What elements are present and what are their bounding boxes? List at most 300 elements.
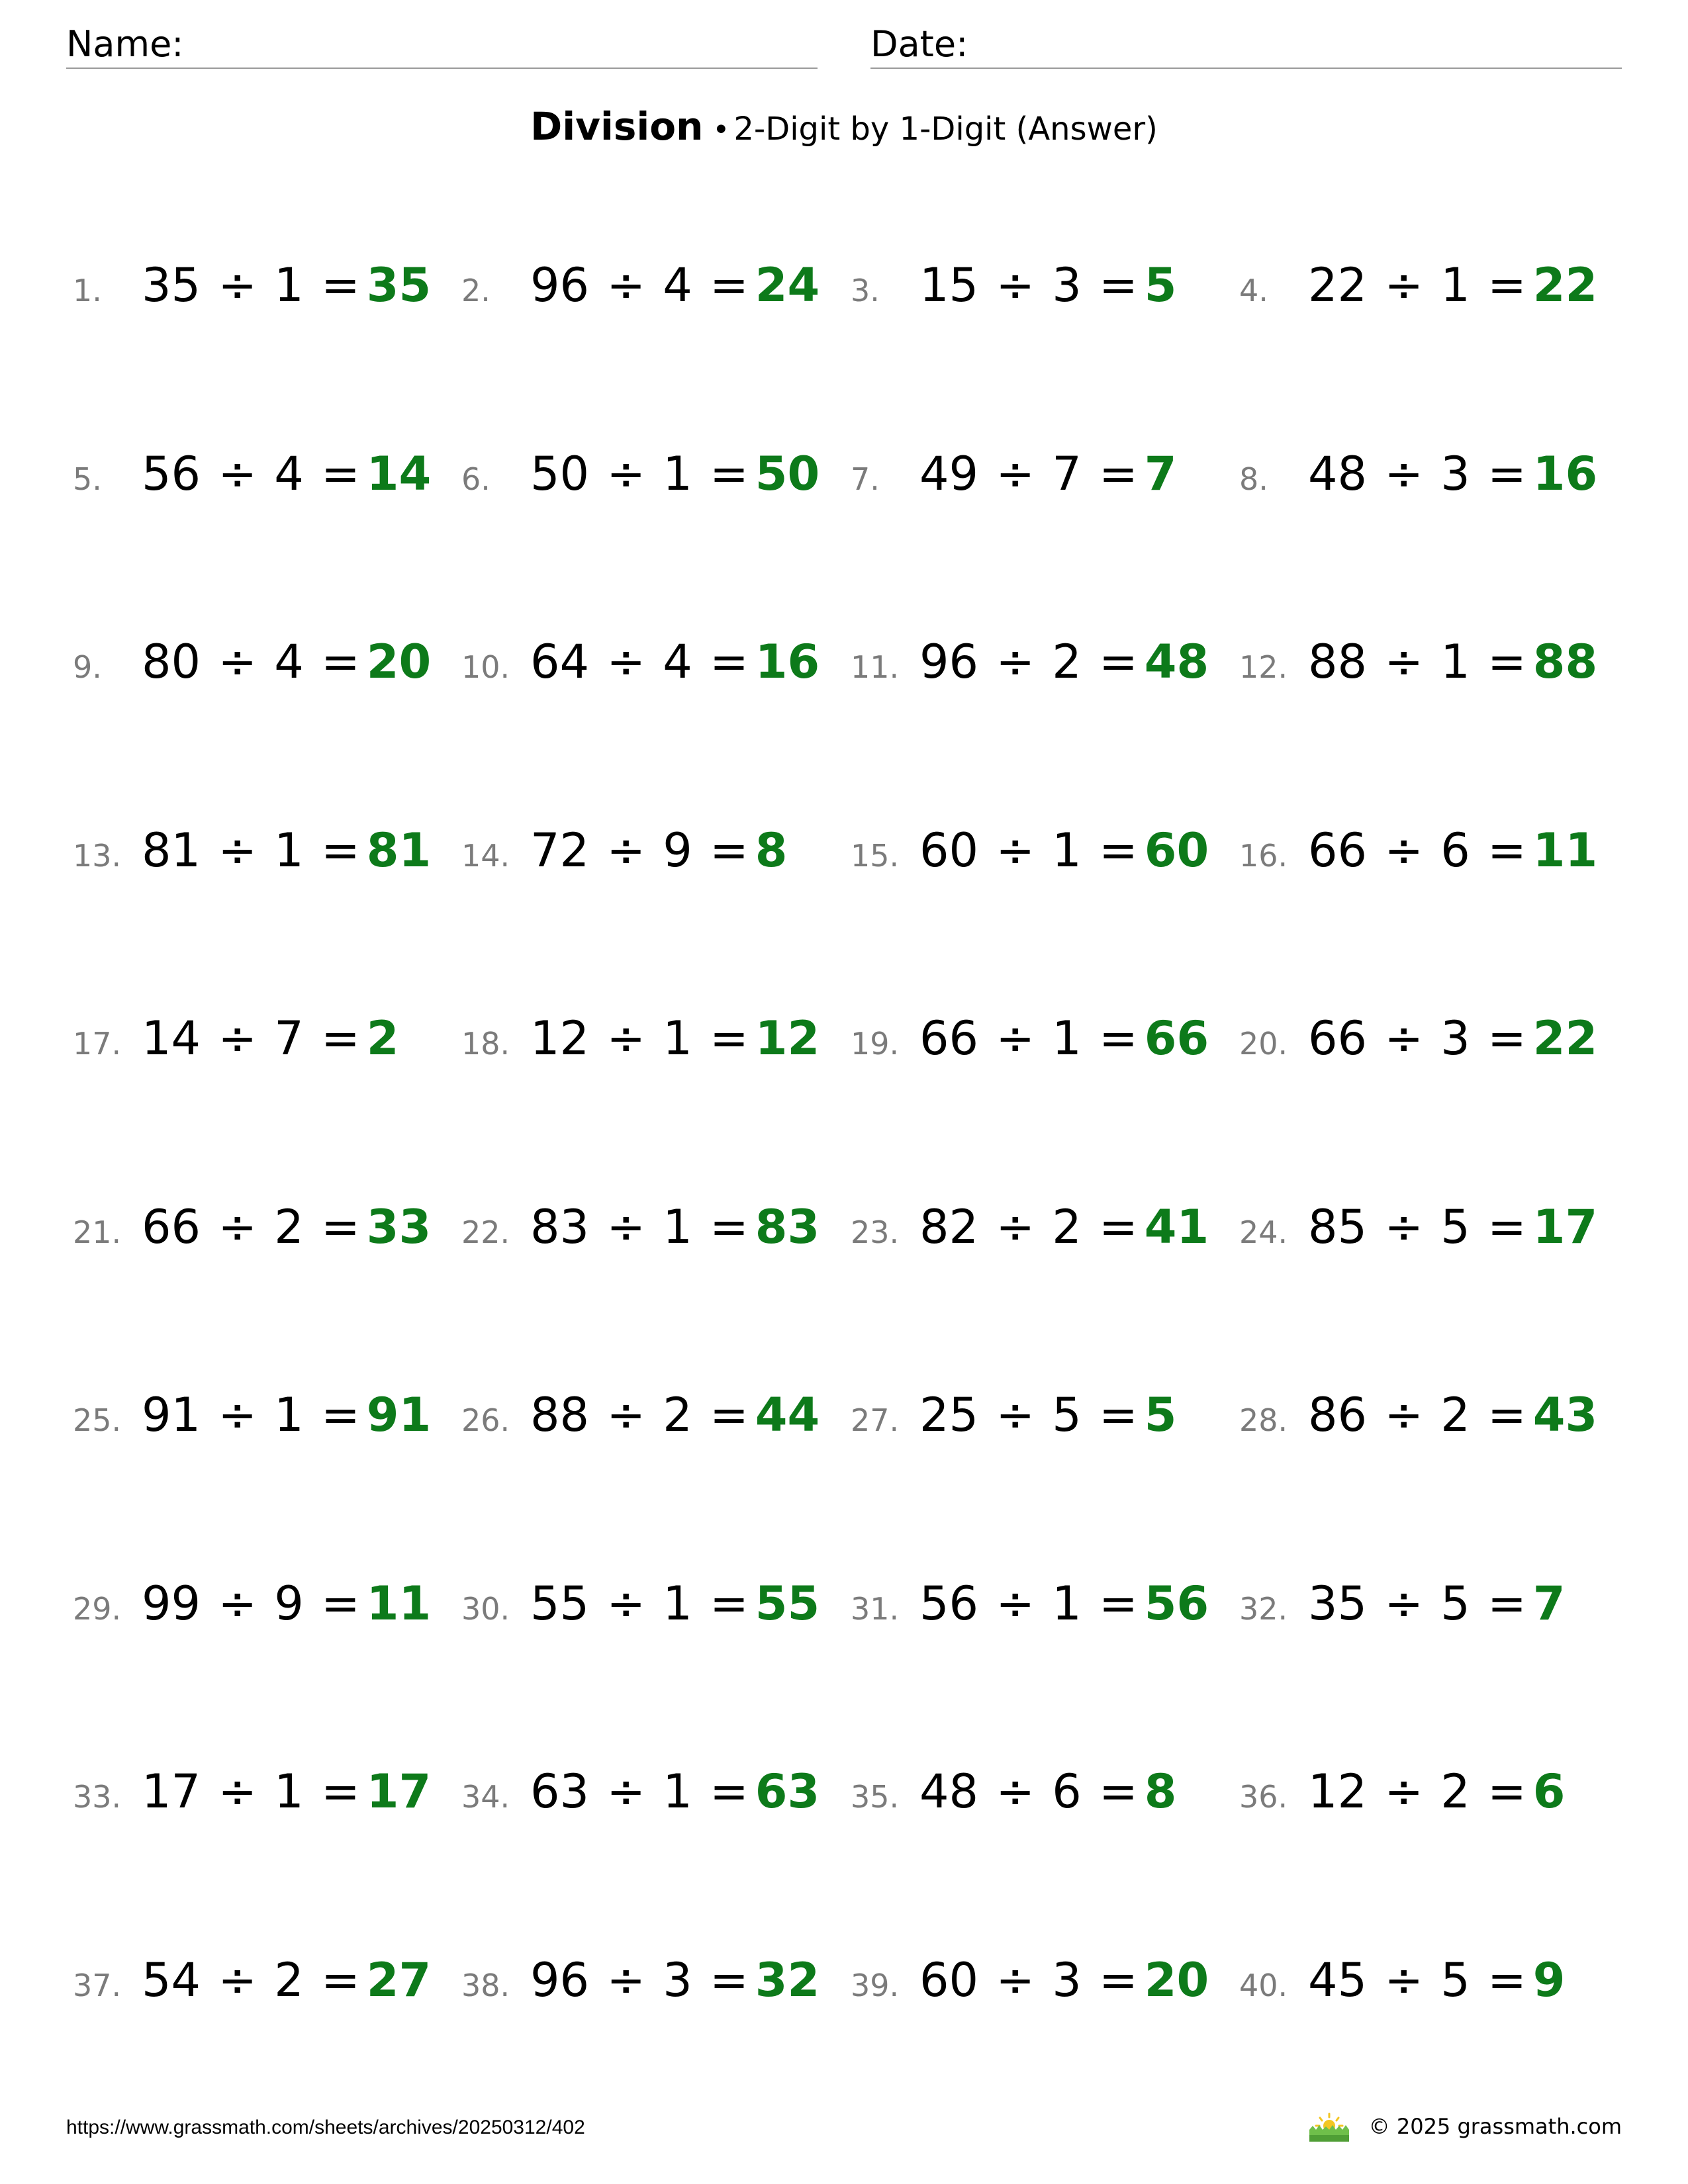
divisor: 4 <box>274 447 304 501</box>
footer-brand <box>1309 2111 1622 2142</box>
answer: 22 <box>1532 1011 1598 1066</box>
problem-expression <box>530 258 749 312</box>
equals-sign: = <box>321 823 360 878</box>
divisor: 1 <box>1440 258 1470 312</box>
equals-sign: = <box>710 1953 749 2007</box>
problem-number: 40. <box>1239 1968 1288 2003</box>
problem-expression <box>530 447 749 501</box>
equals-sign: = <box>321 1200 360 1254</box>
problem-number: 37. <box>73 1968 122 2003</box>
answer: 16 <box>755 635 820 689</box>
answer: 50 <box>755 447 820 501</box>
dividend: 12 <box>530 1011 590 1066</box>
equals-sign: = <box>321 1388 360 1442</box>
answer: 43 <box>1532 1388 1598 1442</box>
answer: 9 <box>1532 1953 1566 2007</box>
dividend: 66 <box>1308 823 1368 878</box>
problem-item <box>1239 447 1597 513</box>
answer: 14 <box>366 447 432 501</box>
problem-number: 15. <box>851 838 900 874</box>
problem-item <box>1239 258 1597 324</box>
divide-sign: ÷ <box>1384 1576 1423 1631</box>
problem-item <box>73 1953 431 2019</box>
dividend: 35 <box>1308 1576 1368 1631</box>
problem-expression <box>919 1764 1138 1819</box>
divide-sign: ÷ <box>1384 1011 1423 1066</box>
equals-sign: = <box>1487 1764 1526 1819</box>
divide-sign: ÷ <box>1384 1388 1423 1442</box>
answer: 56 <box>1144 1576 1209 1631</box>
answer: 48 <box>1144 635 1209 689</box>
divide-sign: ÷ <box>1384 258 1423 312</box>
answer: 22 <box>1532 258 1598 312</box>
dividend: 88 <box>1308 635 1368 689</box>
equals-sign: = <box>1099 1953 1138 2007</box>
sun-over-grass-icon <box>1309 2111 1349 2142</box>
divisor: 4 <box>274 635 304 689</box>
problem-expression <box>919 1388 1138 1442</box>
answer: 2 <box>366 1011 399 1066</box>
problem-item <box>73 1011 399 1077</box>
dividend: 80 <box>142 635 201 689</box>
answer: 81 <box>366 823 432 878</box>
answer: 88 <box>1532 635 1598 689</box>
problem-expression <box>1308 635 1526 689</box>
equals-sign: = <box>710 823 749 878</box>
problem-item <box>461 823 787 889</box>
problem-item <box>1239 1011 1597 1077</box>
dividend: 64 <box>530 635 590 689</box>
equals-sign: = <box>321 1011 360 1066</box>
problem-number: 2. <box>461 273 491 308</box>
problem-number: 11. <box>851 649 900 685</box>
dividend: 85 <box>1308 1200 1368 1254</box>
divisor: 3 <box>1440 447 1470 501</box>
problem-number: 31. <box>851 1591 900 1627</box>
divisor: 1 <box>663 1011 692 1066</box>
divide-sign: ÷ <box>1384 1953 1423 2007</box>
problem-expression <box>919 258 1138 312</box>
problem-number: 21. <box>73 1214 122 1250</box>
answer: 8 <box>755 823 788 878</box>
divisor: 2 <box>663 1388 692 1442</box>
equals-sign: = <box>1487 1953 1526 2007</box>
problem-item <box>461 1200 820 1266</box>
problem-item <box>461 258 820 324</box>
divide-sign: ÷ <box>606 1011 645 1066</box>
equals-sign: = <box>321 1953 360 2007</box>
answer: 17 <box>1532 1200 1598 1254</box>
divisor: 2 <box>1440 1388 1470 1442</box>
dividend: 81 <box>142 823 201 878</box>
divide-sign: ÷ <box>218 1388 257 1442</box>
dividend: 63 <box>530 1764 590 1819</box>
divide-sign: ÷ <box>1384 1764 1423 1819</box>
divisor: 1 <box>663 1200 692 1254</box>
problem-expression <box>142 1576 360 1631</box>
divide-sign: ÷ <box>1384 823 1423 878</box>
dividend: 72 <box>530 823 590 878</box>
problem-item <box>851 823 1209 889</box>
equals-sign: = <box>321 1764 360 1819</box>
date-label: Date: <box>870 23 968 65</box>
divisor: 2 <box>274 1200 304 1254</box>
problem-expression <box>530 1388 749 1442</box>
problem-item <box>73 635 431 701</box>
problem-expression <box>142 1953 360 2007</box>
answer: 6 <box>1532 1764 1566 1819</box>
worksheet-title <box>0 104 1688 149</box>
problem-item <box>73 258 431 324</box>
equals-sign: = <box>1099 1576 1138 1631</box>
equals-sign: = <box>1487 1011 1526 1066</box>
dividend: 25 <box>919 1388 979 1442</box>
problem-number: 17. <box>73 1026 122 1062</box>
answer: 20 <box>366 635 432 689</box>
problem-expression <box>1308 823 1526 878</box>
answer: 55 <box>755 1576 820 1631</box>
problem-number: 29. <box>73 1591 122 1627</box>
problem-expression <box>1308 1576 1526 1631</box>
problem-item <box>851 258 1176 324</box>
answer: 44 <box>755 1388 820 1442</box>
problem-number: 7. <box>851 461 880 497</box>
dividend: 35 <box>142 258 201 312</box>
equals-sign: = <box>710 1011 749 1066</box>
equals-sign: = <box>321 1576 360 1631</box>
dividend: 86 <box>1308 1388 1368 1442</box>
problem-expression <box>530 823 749 878</box>
dividend: 82 <box>919 1200 979 1254</box>
problem-expression <box>142 1200 360 1254</box>
problem-item <box>73 1388 431 1454</box>
equals-sign: = <box>710 258 749 312</box>
answer: 24 <box>755 258 820 312</box>
equals-sign: = <box>1099 635 1138 689</box>
divide-sign: ÷ <box>218 258 257 312</box>
divide-sign: ÷ <box>996 1200 1035 1254</box>
divide-sign: ÷ <box>996 1011 1035 1066</box>
divide-sign: ÷ <box>218 823 257 878</box>
dividend: 12 <box>1308 1764 1368 1819</box>
problem-number: 26. <box>461 1402 510 1438</box>
problem-number: 12. <box>1239 649 1288 685</box>
problem-expression <box>1308 1388 1526 1442</box>
divisor: 6 <box>1440 823 1470 878</box>
equals-sign: = <box>710 1200 749 1254</box>
problem-number: 30. <box>461 1591 510 1627</box>
problem-item <box>851 1388 1176 1454</box>
problem-expression <box>919 1200 1138 1254</box>
answer: 11 <box>366 1576 432 1631</box>
problem-expression <box>142 823 360 878</box>
divide-sign: ÷ <box>218 1953 257 2007</box>
divisor: 4 <box>663 258 692 312</box>
divide-sign: ÷ <box>1384 1200 1423 1254</box>
problem-expression <box>919 1011 1138 1066</box>
divisor: 1 <box>1052 1576 1082 1631</box>
dividend: 96 <box>530 258 590 312</box>
problem-item <box>461 1764 820 1831</box>
divide-sign: ÷ <box>996 1953 1035 2007</box>
divide-sign: ÷ <box>996 1388 1035 1442</box>
answer: 91 <box>366 1388 432 1442</box>
divisor: 1 <box>663 1576 692 1631</box>
divisor: 9 <box>663 823 692 878</box>
divide-sign: ÷ <box>606 1764 645 1819</box>
problem-item <box>461 1388 820 1454</box>
answer: 5 <box>1144 1388 1177 1442</box>
answer: 35 <box>366 258 432 312</box>
problem-item <box>1239 1200 1597 1266</box>
problem-number: 25. <box>73 1402 122 1438</box>
problem-number: 18. <box>461 1026 510 1062</box>
problem-expression <box>919 823 1138 878</box>
dividend: 96 <box>530 1953 590 2007</box>
dividend: 15 <box>919 258 979 312</box>
problem-number: 28. <box>1239 1402 1288 1438</box>
problem-item <box>1239 635 1597 701</box>
dividend: 60 <box>919 1953 979 2007</box>
answer: 27 <box>366 1953 432 2007</box>
equals-sign: = <box>1487 1200 1526 1254</box>
problem-expression <box>530 1011 749 1066</box>
divisor: 5 <box>1440 1200 1470 1254</box>
equals-sign: = <box>1099 823 1138 878</box>
divide-sign: ÷ <box>606 823 645 878</box>
problem-item <box>851 1764 1176 1831</box>
dividend: 50 <box>530 447 590 501</box>
problem-item <box>1239 1388 1597 1454</box>
divisor: 1 <box>274 1764 304 1819</box>
problem-item <box>461 447 820 513</box>
problem-item <box>461 635 820 701</box>
problem-expression <box>1308 1200 1526 1254</box>
problem-expression <box>1308 447 1526 501</box>
divisor: 1 <box>663 1764 692 1819</box>
problem-expression <box>142 1764 360 1819</box>
problem-item <box>73 447 431 513</box>
problem-item <box>461 1953 820 2019</box>
problem-expression <box>142 258 360 312</box>
dividend: 48 <box>919 1764 979 1819</box>
divide-sign: ÷ <box>606 1953 645 2007</box>
problem-item <box>73 1200 431 1266</box>
problem-expression <box>530 1576 749 1631</box>
dividend: 83 <box>530 1200 590 1254</box>
divide-sign: ÷ <box>996 635 1035 689</box>
answer: 41 <box>1144 1200 1209 1254</box>
problem-expression <box>1308 258 1526 312</box>
name-field[interactable] <box>66 24 818 69</box>
problem-number: 5. <box>73 461 102 497</box>
dividend: 66 <box>919 1011 979 1066</box>
divide-sign: ÷ <box>1384 447 1423 501</box>
divide-sign: ÷ <box>218 1011 257 1066</box>
problem-number: 34. <box>461 1779 510 1815</box>
divisor: 3 <box>1052 1953 1082 2007</box>
problem-item <box>1239 1576 1565 1643</box>
problem-number: 1. <box>73 273 102 308</box>
equals-sign: = <box>1487 823 1526 878</box>
problem-expression <box>919 1953 1138 2007</box>
problem-item <box>73 823 431 889</box>
problem-number: 39. <box>851 1968 900 2003</box>
footer-copyright: © 2025 grassmath.com <box>1368 2114 1622 2139</box>
divisor: 7 <box>1052 447 1082 501</box>
divide-sign: ÷ <box>996 1764 1035 1819</box>
divisor: 2 <box>1052 635 1082 689</box>
problem-number: 38. <box>461 1968 510 2003</box>
dividend: 66 <box>142 1200 201 1254</box>
divide-sign: ÷ <box>996 447 1035 501</box>
dividend: 56 <box>919 1576 979 1631</box>
problem-item <box>1239 1764 1565 1831</box>
dividend: 88 <box>530 1388 590 1442</box>
problem-number: 10. <box>461 649 510 685</box>
equals-sign: = <box>321 258 360 312</box>
problem-number: 16. <box>1239 838 1288 874</box>
divisor: 1 <box>1052 1011 1082 1066</box>
problem-item <box>851 447 1176 513</box>
answer: 7 <box>1532 1576 1566 1631</box>
equals-sign: = <box>1099 447 1138 501</box>
answer: 8 <box>1144 1764 1177 1819</box>
equals-sign: = <box>710 635 749 689</box>
answer: 66 <box>1144 1011 1209 1066</box>
problem-expression <box>1308 1764 1526 1819</box>
divide-sign: ÷ <box>996 823 1035 878</box>
problem-number: 24. <box>1239 1214 1288 1250</box>
dividend: 56 <box>142 447 201 501</box>
dividend: 99 <box>142 1576 201 1631</box>
problem-number: 36. <box>1239 1779 1288 1815</box>
answer: 11 <box>1532 823 1598 878</box>
dividend: 48 <box>1308 447 1368 501</box>
problem-item <box>461 1011 820 1077</box>
problem-number: 4. <box>1239 273 1268 308</box>
divide-sign: ÷ <box>1384 635 1423 689</box>
problem-item <box>1239 823 1597 889</box>
equals-sign: = <box>1099 1011 1138 1066</box>
divisor: 3 <box>663 1953 692 2007</box>
divisor: 3 <box>1440 1011 1470 1066</box>
answer: 12 <box>755 1011 820 1066</box>
divide-sign: ÷ <box>606 447 645 501</box>
divide-sign: ÷ <box>606 1576 645 1631</box>
problem-number: 32. <box>1239 1591 1288 1627</box>
dividend: 54 <box>142 1953 201 2007</box>
divisor: 1 <box>1440 635 1470 689</box>
problem-number: 14. <box>461 838 510 874</box>
problem-expression <box>919 1576 1138 1631</box>
divide-sign: ÷ <box>996 258 1035 312</box>
dividend: 55 <box>530 1576 590 1631</box>
answer: 7 <box>1144 447 1177 501</box>
problem-item <box>73 1576 431 1643</box>
problem-number: 8. <box>1239 461 1268 497</box>
answer: 63 <box>755 1764 820 1819</box>
answer: 60 <box>1144 823 1209 878</box>
equals-sign: = <box>1099 258 1138 312</box>
divide-sign: ÷ <box>606 1388 645 1442</box>
divide-sign: ÷ <box>218 1764 257 1819</box>
problem-expression <box>142 1388 360 1442</box>
divisor: 7 <box>274 1011 304 1066</box>
problem-item <box>1239 1953 1565 2019</box>
equals-sign: = <box>1487 1388 1526 1442</box>
answer: 20 <box>1144 1953 1209 2007</box>
equals-sign: = <box>710 1388 749 1442</box>
problem-number: 27. <box>851 1402 900 1438</box>
dividend: 14 <box>142 1011 201 1066</box>
divide-sign: ÷ <box>606 258 645 312</box>
answer: 32 <box>755 1953 820 2007</box>
divisor: 5 <box>1052 1388 1082 1442</box>
title-separator: • <box>712 113 730 147</box>
problem-expression <box>919 447 1138 501</box>
problem-item <box>851 1011 1209 1077</box>
equals-sign: = <box>1487 635 1526 689</box>
divide-sign: ÷ <box>606 1200 645 1254</box>
divisor: 5 <box>1440 1576 1470 1631</box>
equals-sign: = <box>321 447 360 501</box>
divisor: 2 <box>1440 1764 1470 1819</box>
name-label: Name: <box>66 23 184 65</box>
equals-sign: = <box>1487 258 1526 312</box>
divisor: 5 <box>1440 1953 1470 2007</box>
problem-number: 3. <box>851 273 880 308</box>
divisor: 9 <box>274 1576 304 1631</box>
problem-expression <box>1308 1953 1526 2007</box>
problem-expression <box>530 1764 749 1819</box>
equals-sign: = <box>1487 447 1526 501</box>
equals-sign: = <box>710 1764 749 1819</box>
problem-number: 9. <box>73 649 102 685</box>
equals-sign: = <box>1487 1576 1526 1631</box>
problem-number: 23. <box>851 1214 900 1250</box>
date-field[interactable] <box>870 24 1622 69</box>
answer: 83 <box>755 1200 820 1254</box>
dividend: 22 <box>1308 258 1368 312</box>
problem-number: 22. <box>461 1214 510 1250</box>
divisor: 1 <box>274 1388 304 1442</box>
equals-sign: = <box>1099 1764 1138 1819</box>
problem-item <box>461 1576 820 1643</box>
problem-item <box>851 1576 1209 1643</box>
title-main: Division <box>530 104 704 149</box>
divisor: 6 <box>1052 1764 1082 1819</box>
dividend: 91 <box>142 1388 201 1442</box>
equals-sign: = <box>1099 1200 1138 1254</box>
divide-sign: ÷ <box>218 1200 257 1254</box>
divide-sign: ÷ <box>218 635 257 689</box>
divide-sign: ÷ <box>218 1576 257 1631</box>
title-subtitle: 2-Digit by 1-Digit (Answer) <box>733 111 1158 148</box>
problem-item <box>851 1200 1209 1266</box>
problem-item <box>851 1953 1209 2019</box>
divisor: 1 <box>663 447 692 501</box>
problem-item <box>851 635 1209 701</box>
problem-expression <box>530 1953 749 2007</box>
divisor: 3 <box>1052 258 1082 312</box>
answer: 5 <box>1144 258 1177 312</box>
divisor: 1 <box>1052 823 1082 878</box>
problem-number: 33. <box>73 1779 122 1815</box>
footer-url: https://www.grassmath.com/sheets/archives/20250312/402 <box>66 2116 585 2138</box>
problem-expression <box>1308 1011 1526 1066</box>
problem-expression <box>919 635 1138 689</box>
